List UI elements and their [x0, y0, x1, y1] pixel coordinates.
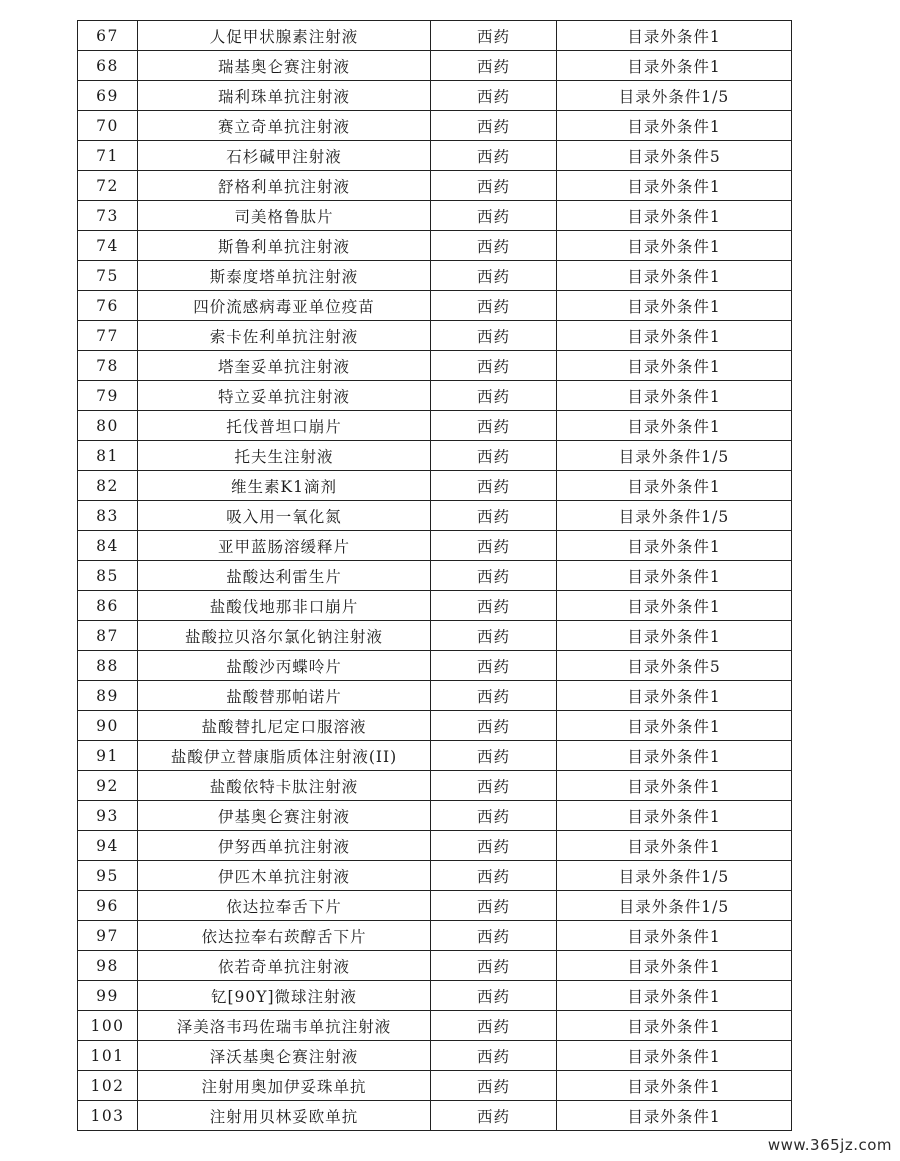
- drug-category-cell: 西药: [431, 1071, 557, 1101]
- drug-category-cell: 西药: [431, 501, 557, 531]
- row-number-cell: 102: [78, 1071, 138, 1101]
- drug-category-cell: 西药: [431, 411, 557, 441]
- row-number-cell: 80: [78, 411, 138, 441]
- drug-name-cell: 依达拉奉右莰醇舌下片: [138, 921, 431, 951]
- payment-condition-cell: 目录外条件1: [557, 921, 792, 951]
- drug-category-cell: 西药: [431, 1101, 557, 1131]
- table-row: [78, 981, 792, 1011]
- table-row: [78, 261, 792, 291]
- table-row: [78, 81, 792, 111]
- drug-category-cell: 西药: [431, 471, 557, 501]
- table-row: [78, 621, 792, 651]
- drug-category-cell: 西药: [431, 381, 557, 411]
- table-row: [78, 1071, 792, 1101]
- drug-category-cell: 西药: [431, 561, 557, 591]
- payment-condition-cell: 目录外条件1: [557, 261, 792, 291]
- drug-category-cell: 西药: [431, 81, 557, 111]
- payment-condition-cell: 目录外条件1: [557, 1041, 792, 1071]
- table-row: [78, 771, 792, 801]
- drug-category-cell: 西药: [431, 171, 557, 201]
- drug-category-cell: 西药: [431, 771, 557, 801]
- drug-name-cell: 盐酸拉贝洛尔氯化钠注射液: [138, 621, 431, 651]
- drug-category-cell: 西药: [431, 1011, 557, 1041]
- table-row: [78, 1041, 792, 1071]
- row-number-cell: 84: [78, 531, 138, 561]
- drug-name-cell: 索卡佐利单抗注射液: [138, 321, 431, 351]
- drug-category-cell: 西药: [431, 441, 557, 471]
- row-number-cell: 103: [78, 1101, 138, 1131]
- drug-name-cell: 注射用奥加伊妥珠单抗: [138, 1071, 431, 1101]
- table-row: [78, 651, 792, 681]
- drug-name-cell: 赛立奇单抗注射液: [138, 111, 431, 141]
- drug-category-cell: 西药: [431, 291, 557, 321]
- drug-name-cell: 伊基奥仑赛注射液: [138, 801, 431, 831]
- payment-condition-cell: 目录外条件1: [557, 741, 792, 771]
- table-row: [78, 531, 792, 561]
- row-number-cell: 67: [78, 21, 138, 51]
- drug-category-cell: 西药: [431, 201, 557, 231]
- drug-name-cell: 斯泰度塔单抗注射液: [138, 261, 431, 291]
- payment-condition-cell: 目录外条件1/5: [557, 441, 792, 471]
- payment-condition-cell: 目录外条件1: [557, 291, 792, 321]
- row-number-cell: 88: [78, 651, 138, 681]
- row-number-cell: 98: [78, 951, 138, 981]
- drug-category-cell: 西药: [431, 21, 557, 51]
- drug-category-cell: 西药: [431, 231, 557, 261]
- drug-category-cell: 西药: [431, 591, 557, 621]
- row-number-cell: 93: [78, 801, 138, 831]
- drug-list-table: [77, 20, 792, 1131]
- payment-condition-cell: 目录外条件1: [557, 621, 792, 651]
- row-number-cell: 94: [78, 831, 138, 861]
- row-number-cell: 75: [78, 261, 138, 291]
- row-number-cell: 83: [78, 501, 138, 531]
- drug-category-cell: 西药: [431, 951, 557, 981]
- drug-category-cell: 西药: [431, 831, 557, 861]
- payment-condition-cell: 目录外条件1: [557, 591, 792, 621]
- payment-condition-cell: 目录外条件1: [557, 771, 792, 801]
- table-row: [78, 861, 792, 891]
- drug-name-cell: 斯鲁利单抗注射液: [138, 231, 431, 261]
- table-row: [78, 561, 792, 591]
- payment-condition-cell: 目录外条件1: [557, 411, 792, 441]
- table-row: [78, 201, 792, 231]
- row-number-cell: 69: [78, 81, 138, 111]
- drug-name-cell: 吸入用一氧化氮: [138, 501, 431, 531]
- drug-name-cell: 四价流感病毒亚单位疫苗: [138, 291, 431, 321]
- drug-name-cell: 石杉碱甲注射液: [138, 141, 431, 171]
- payment-condition-cell: 目录外条件1: [557, 531, 792, 561]
- table-row: [78, 291, 792, 321]
- row-number-cell: 92: [78, 771, 138, 801]
- drug-name-cell: 依达拉奉舌下片: [138, 891, 431, 921]
- row-number-cell: 77: [78, 321, 138, 351]
- row-number-cell: 70: [78, 111, 138, 141]
- row-number-cell: 71: [78, 141, 138, 171]
- payment-condition-cell: 目录外条件1: [557, 351, 792, 381]
- drug-category-cell: 西药: [431, 981, 557, 1011]
- drug-name-cell: 盐酸达利雷生片: [138, 561, 431, 591]
- row-number-cell: 97: [78, 921, 138, 951]
- drug-category-cell: 西药: [431, 321, 557, 351]
- payment-condition-cell: 目录外条件1: [557, 561, 792, 591]
- row-number-cell: 100: [78, 1011, 138, 1041]
- drug-name-cell: 托夫生注射液: [138, 441, 431, 471]
- drug-name-cell: 盐酸替扎尼定口服溶液: [138, 711, 431, 741]
- drug-category-cell: 西药: [431, 711, 557, 741]
- drug-category-cell: 西药: [431, 621, 557, 651]
- payment-condition-cell: 目录外条件1/5: [557, 891, 792, 921]
- payment-condition-cell: 目录外条件1/5: [557, 501, 792, 531]
- drug-name-cell: 盐酸伊立替康脂质体注射液(II): [138, 741, 431, 771]
- table-row: [78, 381, 792, 411]
- row-number-cell: 72: [78, 171, 138, 201]
- drug-name-cell: 盐酸沙丙蝶呤片: [138, 651, 431, 681]
- row-number-cell: 96: [78, 891, 138, 921]
- drug-name-cell: 泽美洛韦玛佐瑞韦单抗注射液: [138, 1011, 431, 1041]
- drug-category-cell: 西药: [431, 681, 557, 711]
- row-number-cell: 73: [78, 201, 138, 231]
- drug-category-cell: 西药: [431, 141, 557, 171]
- table-row: [78, 711, 792, 741]
- payment-condition-cell: 目录外条件1: [557, 951, 792, 981]
- drug-name-cell: 依若奇单抗注射液: [138, 951, 431, 981]
- drug-category-cell: 西药: [431, 921, 557, 951]
- payment-condition-cell: 目录外条件1: [557, 111, 792, 141]
- table-row: [78, 471, 792, 501]
- drug-name-cell: 托伐普坦口崩片: [138, 411, 431, 441]
- drug-category-cell: 西药: [431, 261, 557, 291]
- drug-category-cell: 西药: [431, 651, 557, 681]
- payment-condition-cell: 目录外条件1/5: [557, 81, 792, 111]
- table-row: [78, 171, 792, 201]
- drug-category-cell: 西药: [431, 861, 557, 891]
- drug-category-cell: 西药: [431, 111, 557, 141]
- row-number-cell: 87: [78, 621, 138, 651]
- payment-condition-cell: 目录外条件1: [557, 681, 792, 711]
- table-row: [78, 1101, 792, 1131]
- drug-category-cell: 西药: [431, 351, 557, 381]
- drug-name-cell: 亚甲蓝肠溶缓释片: [138, 531, 431, 561]
- row-number-cell: 90: [78, 711, 138, 741]
- payment-condition-cell: 目录外条件1: [557, 1071, 792, 1101]
- drug-name-cell: 盐酸伐地那非口崩片: [138, 591, 431, 621]
- row-number-cell: 82: [78, 471, 138, 501]
- drug-category-cell: 西药: [431, 801, 557, 831]
- payment-condition-cell: 目录外条件1: [557, 171, 792, 201]
- drug-category-cell: 西药: [431, 741, 557, 771]
- row-number-cell: 74: [78, 231, 138, 261]
- payment-condition-cell: 目录外条件1: [557, 711, 792, 741]
- drug-name-cell: 钇[90Y]微球注射液: [138, 981, 431, 1011]
- table-row: [78, 501, 792, 531]
- table-row: [78, 51, 792, 81]
- table-row: [78, 1011, 792, 1041]
- drug-category-cell: 西药: [431, 51, 557, 81]
- table-row: [78, 921, 792, 951]
- table-row: [78, 231, 792, 261]
- payment-condition-cell: 目录外条件1: [557, 831, 792, 861]
- drug-name-cell: 特立妥单抗注射液: [138, 381, 431, 411]
- drug-category-cell: 西药: [431, 891, 557, 921]
- drug-name-cell: 塔奎妥单抗注射液: [138, 351, 431, 381]
- row-number-cell: 91: [78, 741, 138, 771]
- drug-name-cell: 司美格鲁肽片: [138, 201, 431, 231]
- table-row: [78, 681, 792, 711]
- payment-condition-cell: 目录外条件1: [557, 21, 792, 51]
- payment-condition-cell: 目录外条件1: [557, 1101, 792, 1131]
- payment-condition-cell: 目录外条件5: [557, 651, 792, 681]
- row-number-cell: 79: [78, 381, 138, 411]
- drug-name-cell: 瑞利珠单抗注射液: [138, 81, 431, 111]
- drug-name-cell: 舒格利单抗注射液: [138, 171, 431, 201]
- drug-name-cell: 维生素K1滴剂: [138, 471, 431, 501]
- row-number-cell: 99: [78, 981, 138, 1011]
- table-body: [78, 21, 792, 1131]
- row-number-cell: 86: [78, 591, 138, 621]
- row-number-cell: 85: [78, 561, 138, 591]
- table-row: [78, 891, 792, 921]
- drug-category-cell: 西药: [431, 531, 557, 561]
- table-row: [78, 831, 792, 861]
- table-row: [78, 801, 792, 831]
- payment-condition-cell: 目录外条件1: [557, 201, 792, 231]
- table-row: [78, 441, 792, 471]
- table-row: [78, 741, 792, 771]
- payment-condition-cell: 目录外条件1: [557, 981, 792, 1011]
- row-number-cell: 68: [78, 51, 138, 81]
- table-row: [78, 351, 792, 381]
- drug-name-cell: 盐酸替那帕诺片: [138, 681, 431, 711]
- table-row: [78, 411, 792, 441]
- drug-name-cell: 盐酸依特卡肽注射液: [138, 771, 431, 801]
- drug-name-cell: 伊匹木单抗注射液: [138, 861, 431, 891]
- row-number-cell: 81: [78, 441, 138, 471]
- payment-condition-cell: 目录外条件1: [557, 231, 792, 261]
- row-number-cell: 76: [78, 291, 138, 321]
- payment-condition-cell: 目录外条件1: [557, 1011, 792, 1041]
- table-row: [78, 321, 792, 351]
- payment-condition-cell: 目录外条件1: [557, 321, 792, 351]
- row-number-cell: 95: [78, 861, 138, 891]
- drug-name-cell: 泽沃基奥仑赛注射液: [138, 1041, 431, 1071]
- drug-name-cell: 瑞基奥仑赛注射液: [138, 51, 431, 81]
- row-number-cell: 89: [78, 681, 138, 711]
- row-number-cell: 101: [78, 1041, 138, 1071]
- payment-condition-cell: 目录外条件1: [557, 381, 792, 411]
- payment-condition-cell: 目录外条件1: [557, 471, 792, 501]
- table-row: [78, 111, 792, 141]
- payment-condition-cell: 目录外条件1/5: [557, 861, 792, 891]
- payment-condition-cell: 目录外条件5: [557, 141, 792, 171]
- drug-name-cell: 伊努西单抗注射液: [138, 831, 431, 861]
- row-number-cell: 78: [78, 351, 138, 381]
- table-row: [78, 21, 792, 51]
- table-row: [78, 951, 792, 981]
- site-watermark: www.365jz.com: [767, 1136, 892, 1154]
- drug-category-cell: 西药: [431, 1041, 557, 1071]
- table-row: [78, 591, 792, 621]
- payment-condition-cell: 目录外条件1: [557, 801, 792, 831]
- drug-name-cell: 注射用贝林妥欧单抗: [138, 1101, 431, 1131]
- payment-condition-cell: 目录外条件1: [557, 51, 792, 81]
- table-row: [78, 141, 792, 171]
- drug-name-cell: 人促甲状腺素注射液: [138, 21, 431, 51]
